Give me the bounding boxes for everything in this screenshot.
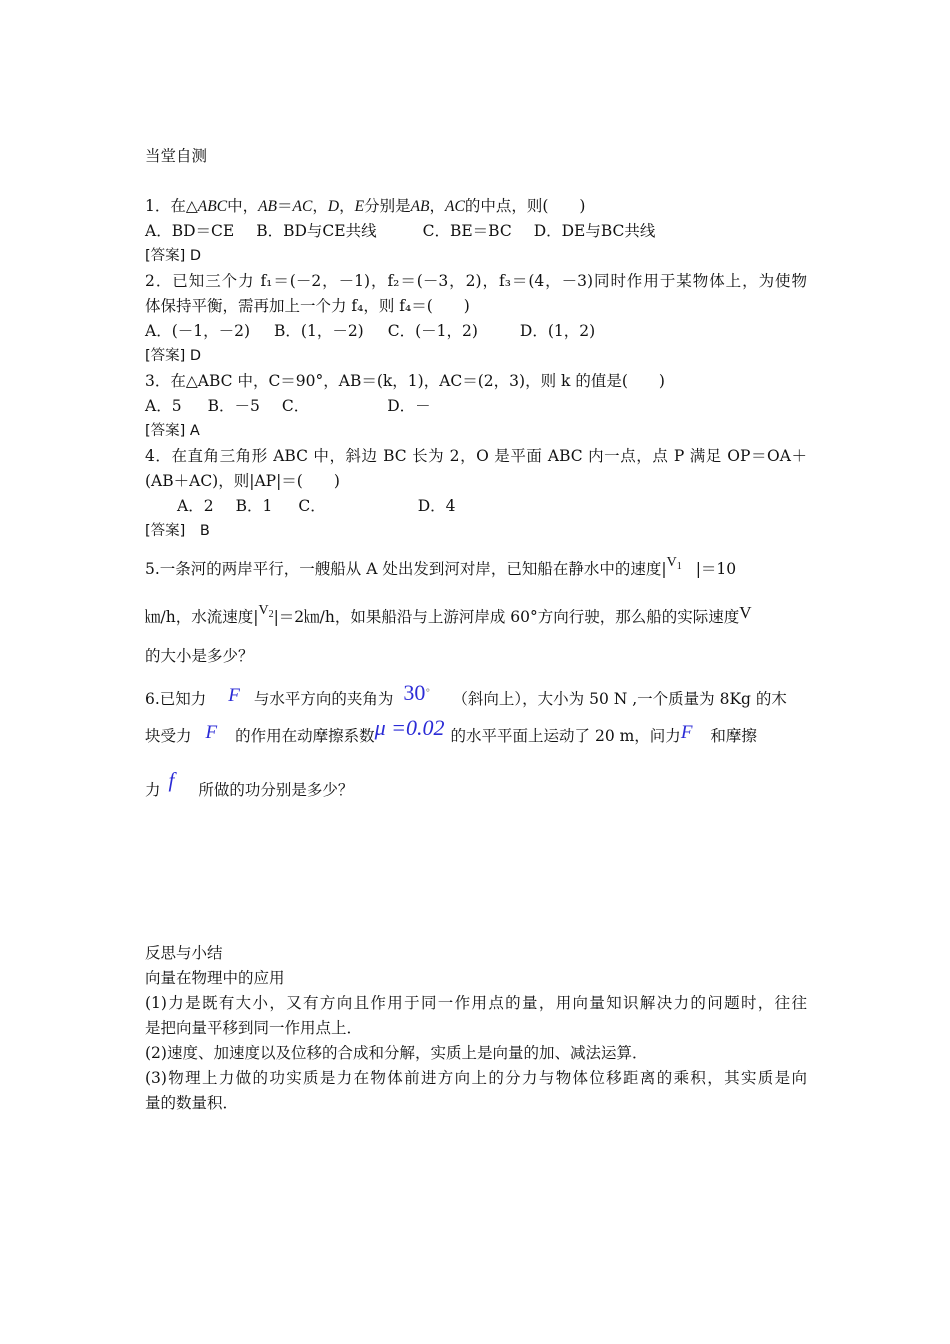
q6-stem-line2: 块受力 F 的作用在动摩擦系数μ =0.02 的水平平面上运动了 20 m，问力F 和摩擦 <box>145 715 757 745</box>
q5-stem-line1: 5.一条河的两岸平行，一艘船从 A 处出发到河对岸，已知船在静水中的速度$|V_1$ |＝10 <box>145 555 737 578</box>
force-f-symbol-3: F <box>680 722 693 743</box>
q2-option-d: D．(1，2) <box>519 322 596 340</box>
q6-stem-line1: 6.已知力 F 与水平方向的夹角为 30° （斜向上），大小为 50 N ,一个质量为 8Kg 的木 <box>145 680 787 708</box>
summary-point-1-line1: (1)力是既有大小，又有方向且作用于同一作用点的量，用向量知识解决力的问题时，往往 <box>145 994 807 1012</box>
q4-stem-line1: 4．在直角三角形 ABC 中，斜边 BC 长为 2，O 是平面 ABC 内一点，点 P 满足 OP＝OA＋ <box>145 447 807 465</box>
q6-stem-line3: 力 f 所做的功分别是多少？ <box>145 768 354 799</box>
v-symbol: V <box>739 603 752 622</box>
mu-coefficient: μ =0.02 <box>374 715 445 740</box>
summary-title: 反思与小结 <box>145 944 223 962</box>
v1-symbol: $V_1$ <box>666 555 682 572</box>
q5-stem-line2: ㎞/h，水流速度$|V_2|=2㎞/h$，如果船沿与上游河岸成 60°方向行驶，那么船的实际速度V <box>145 603 752 626</box>
q5-stem-line3: 的大小是多少？ <box>145 647 254 665</box>
angle-30-symbol: 30 <box>403 680 426 705</box>
force-f-symbol: F <box>228 685 240 706</box>
q2-option-b: B．(1，－2) <box>274 322 364 340</box>
q4-answer: [答案] B <box>145 523 210 539</box>
q1-option-d: D．DE与BC共线 <box>533 222 656 240</box>
q2-stem-line1: 2．已知三个力 f₁＝(－2，－1)，f₂＝(－3，2)，f₃＝(4，－3)同时作用于某物体上，为使物 <box>145 272 807 290</box>
q1-option-a: A．BD＝CE <box>145 222 235 240</box>
q4-option-b: B．1 <box>235 497 273 515</box>
q1-stem: 1．在△ABC中，AB＝AC，D，E分别是AB，AC的中点，则( ) <box>145 197 586 215</box>
q3-stem: 3．在△ABC 中，C＝90°，AB＝(k，1)，AC＝(2，3)，则 k 的值是( ) <box>145 372 665 390</box>
summary-point-3-line1: (3)物理上力做的功实质是力在物体前进方向上的分力与物体位移距离的乘积，其实质是向 <box>145 1069 807 1087</box>
q4-option-c: C． <box>298 497 326 515</box>
summary-subtitle: 向量在物理中的应用 <box>145 969 285 987</box>
friction-f-symbol: f <box>168 768 175 792</box>
q2-stem-line2: 体保持平衡，需再加上一个力 f₄，则 f₄＝( ) <box>145 297 470 315</box>
q4-option-d: D．4 <box>417 497 456 515</box>
q3-option-c: C． <box>281 397 310 415</box>
q3-option-b: B．－5 <box>207 397 260 415</box>
summary-point-1-line2: 是把向量平移到同一作用点上． <box>145 1019 363 1037</box>
q1-option-c: C．BE＝BC <box>422 222 512 240</box>
section-title: 当堂自测 <box>145 147 208 165</box>
q3-option-a: A．5 <box>145 397 182 415</box>
force-f-symbol-2: F <box>205 722 218 743</box>
v2-symbol: $V_2$ <box>258 603 274 620</box>
q1-option-b: B．BD与CE共线 <box>256 222 377 240</box>
q4-stem-line2: (AB＋AC)，则|AP|＝( ) <box>145 472 340 490</box>
q2-option-a: A．(－1，－2) <box>145 322 251 340</box>
q3-options <box>145 396 431 416</box>
q2-answer: [答案] D <box>145 348 202 364</box>
q1-answer: [答案] D <box>145 248 202 264</box>
q2-option-c: C．(－1，2) <box>387 322 478 340</box>
summary-point-2: (2)速度、加速度以及位移的合成和分解，实质上是向量的加、减法运算． <box>145 1044 648 1062</box>
q3-answer: [答案] A <box>145 423 200 439</box>
q2-options <box>145 321 595 341</box>
summary-point-3-line2: 量的数量积． <box>145 1094 239 1112</box>
q4-option-a: A．2 <box>177 497 214 515</box>
q3-option-d: D．－ <box>387 397 431 415</box>
q1-options <box>145 221 655 241</box>
q4-options <box>177 496 456 516</box>
